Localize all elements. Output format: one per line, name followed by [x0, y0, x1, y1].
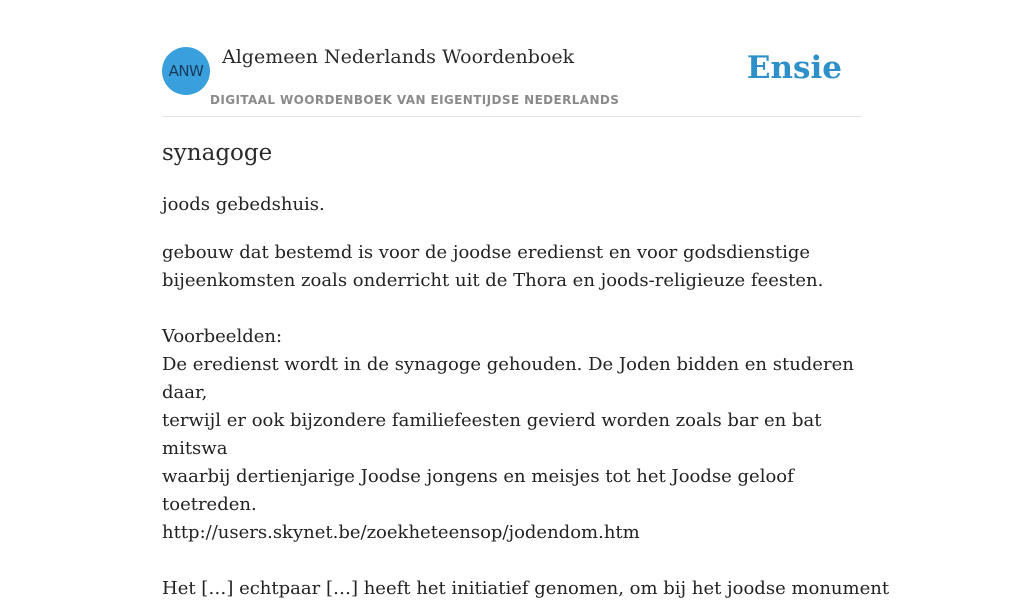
ensie-brand-link[interactable]: Ensie [746, 50, 842, 86]
site-title[interactable]: Algemeen Nederlands Woordenboek [222, 46, 575, 68]
example-line: Het […] echtpaar […] heeft het initiatief genomen, om bij het joodse monument [162, 578, 890, 599]
example-source: http://users.skynet.be/zoekheteensop/jodendom.htm [162, 522, 640, 543]
anw-logo[interactable]: ANW [162, 47, 210, 95]
short-definition: joods gebedshuis. [162, 194, 325, 215]
page-container [162, 0, 890, 599]
example-line: terwijl er ook bijzondere familiefeesten gevierd worden zoals bar en bat mitswa [162, 410, 822, 459]
definition-line: bijeenkomsten zoals onderricht uit de Thora en joods-religieuze feesten. [162, 270, 824, 291]
definition-body [162, 239, 890, 603]
site-subtitle: DIGITAAL WOORDENBOEK VAN EIGENTIJDSE NEDERLANDS [210, 93, 620, 107]
example-line: De eredienst wordt in de synagoge gehouden. De Joden bidden en studeren daar, [162, 354, 854, 403]
definition-line: gebouw dat bestemd is voor de joodse eredienst en voor godsdienstige [162, 242, 811, 263]
example-line: waarbij dertienjarige Joodse jongens en meisjes tot het Joodse geloof toetreden. [162, 466, 794, 515]
headword: synagoge [162, 140, 273, 166]
site-header [162, 0, 862, 117]
examples-label: Voorbeelden: [162, 326, 283, 347]
